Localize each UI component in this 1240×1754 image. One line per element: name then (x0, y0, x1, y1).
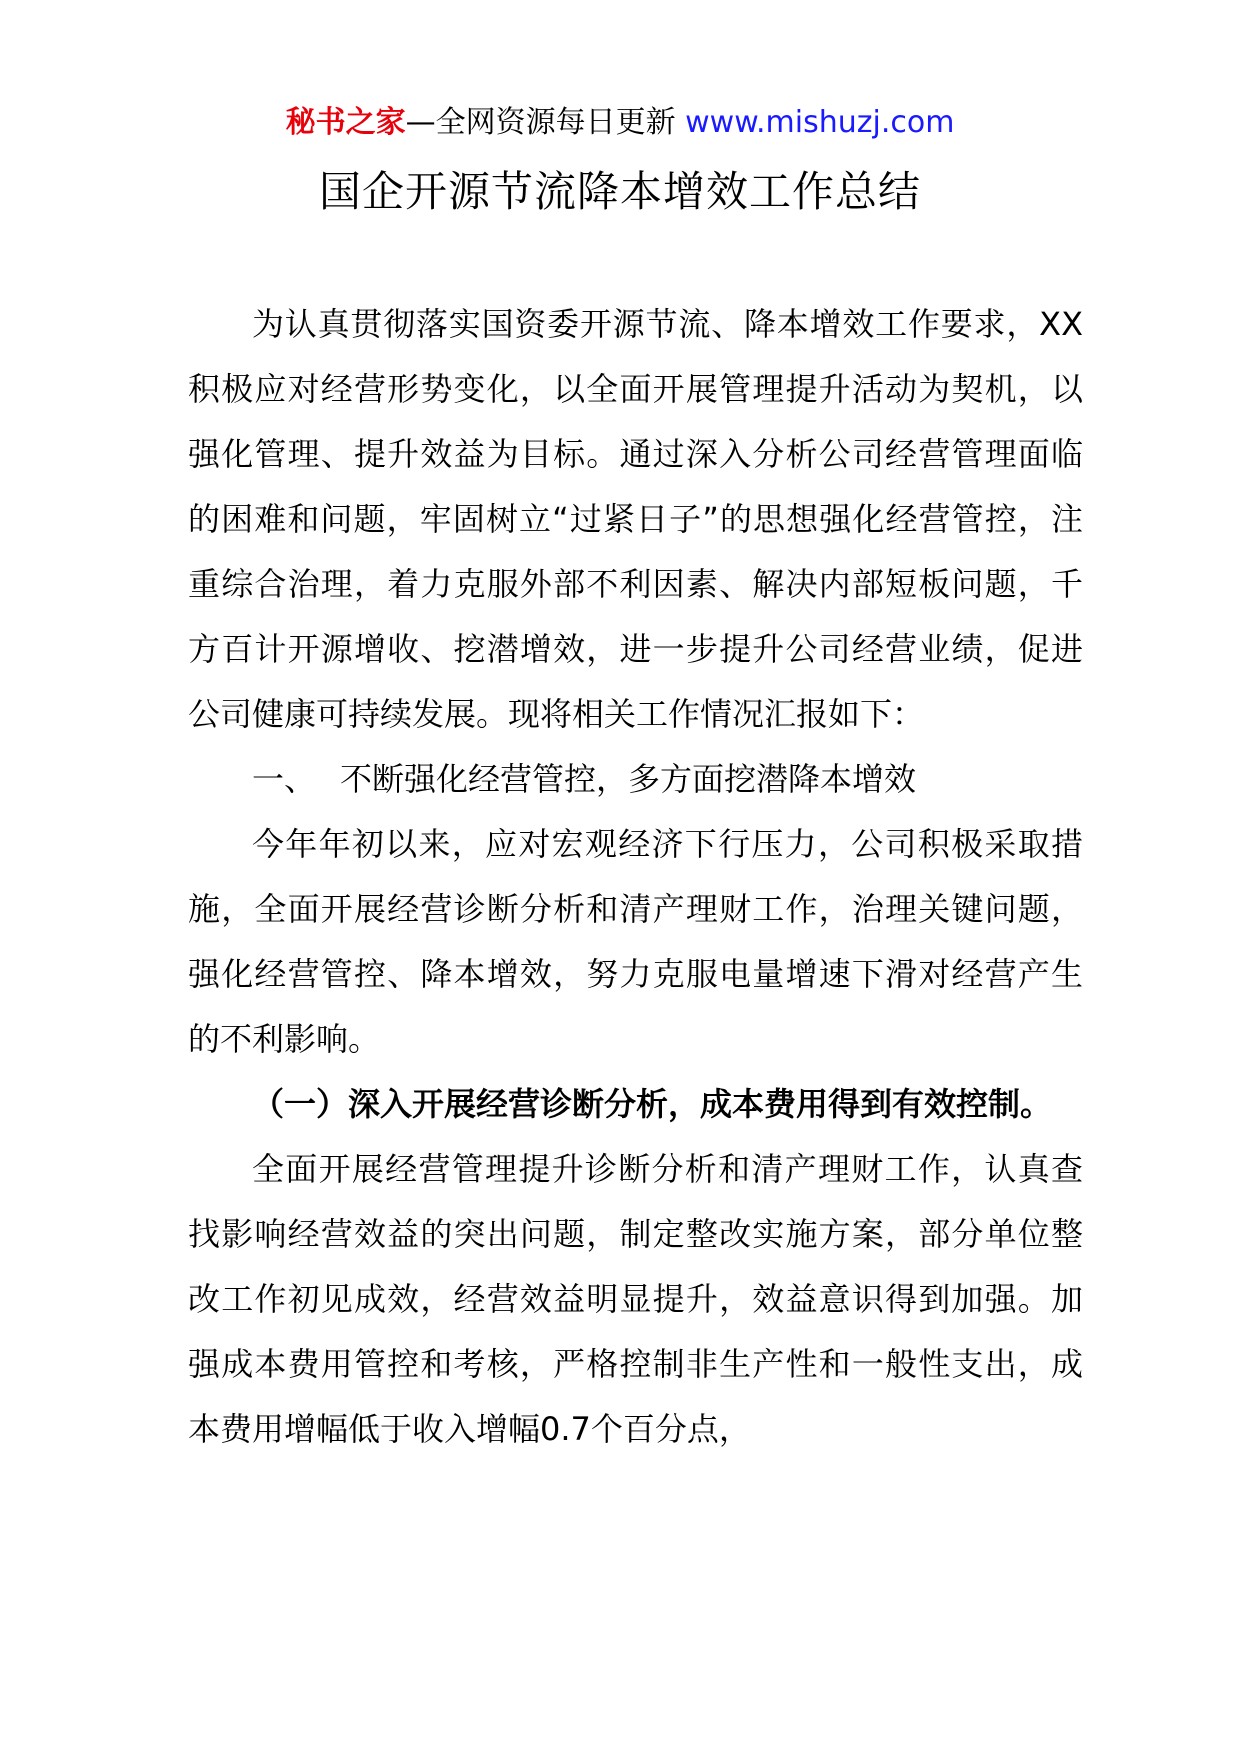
section-one-number: 一、 (252, 760, 317, 798)
subsection-one-heading: （一）深入开展经营诊断分析，成本费用得到有效控制。 (252, 1085, 1053, 1123)
header-tagline: —全网资源每日更新 (405, 105, 686, 140)
section-one-heading (188, 747, 1083, 812)
section-one-paragraph: 今年年初以来，应对宏观经济下行压力，公司积极采取措施，全面开展经营诊断分析和清产理财工作，治理关键问题，强化经营管控、降本增效，努力克服电量增速下滑对经营产生的不利影响。 (188, 825, 1083, 1058)
subsection-one-paragraph: 全面开展经营管理提升诊断分析和清产理财工作，认真查找影响经营效益的突出问题，制定整改实施方案，部分单位整改工作初见成效，经营效益明显提升，效益意识得到加强。加强成本费用管控和考核，严格控制非生产性和一般性支出，成本费用增幅低于收入增幅0.7个百分点， (188, 1150, 1083, 1448)
section-one-title: 不断强化经营管控，多方面挖潜降本增效 (340, 760, 917, 798)
intro-paragraph: 为认真贯彻落实国资委开源节流、降本增效工作要求，XX积极应对经营形势变化，以全面开展管理提升活动为契机，以强化管理、提升效益为目标。通过深入分析公司经营管理面临的困难和问题，牢固树立“过紧日子”的思想强化经营管控，注重综合治理，着力克服外部不利因素、解决内部短板问题，千方百计开源增收、挖潜增效，进一步提升公司经营业绩，促进公司健康可持续发展。现将相关工作情况汇报如下： (188, 305, 1083, 733)
site-url-link[interactable]: www.mishuzj.com (685, 105, 955, 140)
site-header (0, 100, 1240, 146)
document-title: 国企开源节流降本增效工作总结 (318, 167, 921, 216)
brand-name: 秘书之家 (285, 105, 406, 140)
document-body (188, 292, 1083, 1462)
